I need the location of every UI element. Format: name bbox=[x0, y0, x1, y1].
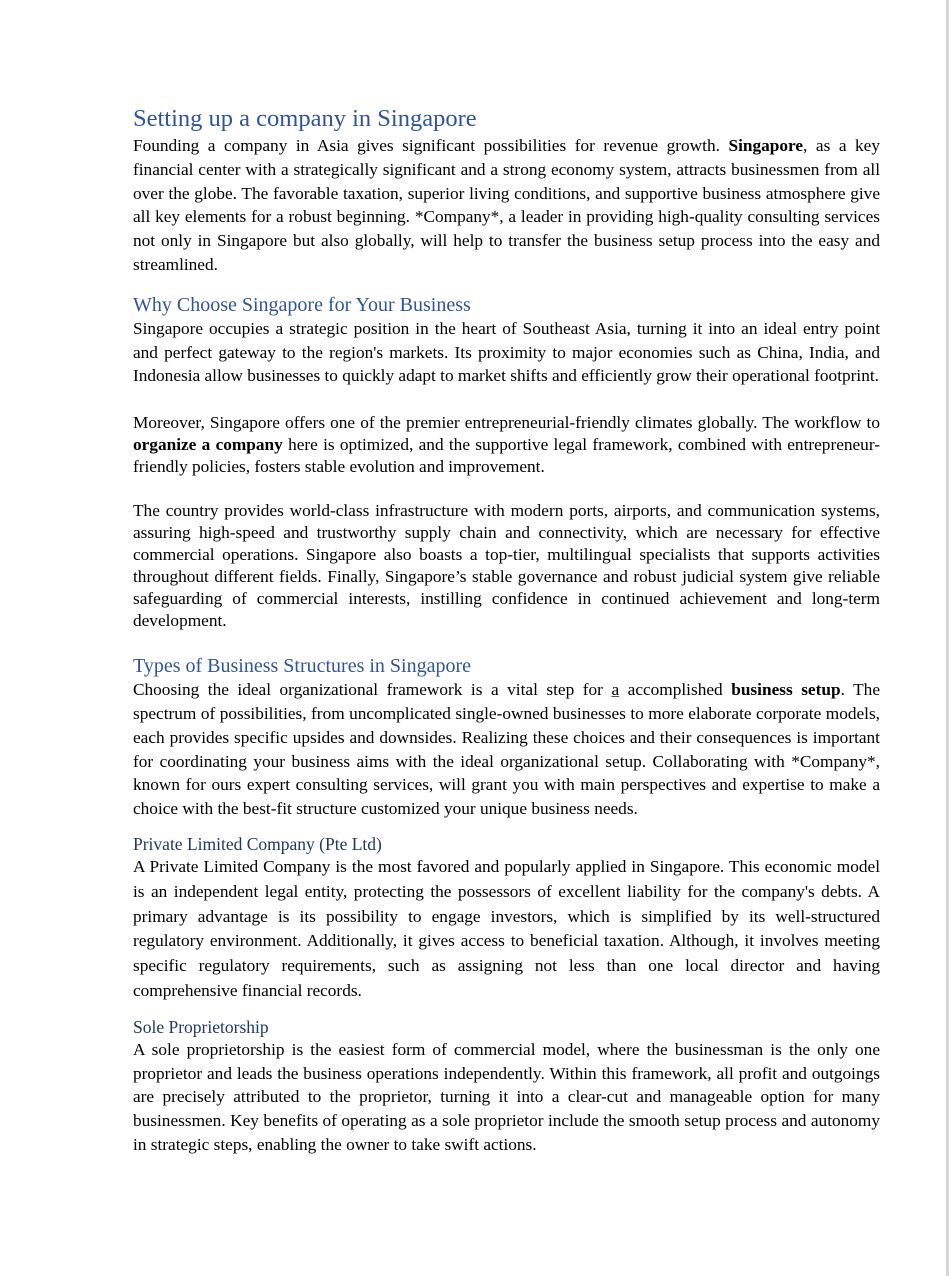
intro-paragraph bbox=[133, 134, 880, 277]
types-text-c: accomplished bbox=[619, 680, 732, 700]
why-p2-text-a: Moreover, Singapore offers one of the premier entrepreneurial-friendly climates globally. The workflow to bbox=[133, 413, 880, 433]
why-paragraph-3: The country provides world-class infrastructure with modern ports, airports, and communication systems, assuring high-speed and trustworthy supply chain and connectivity, which are necessary for effective commercial operations. Singapore also boasts a top-tier, multilingual specialists that supports activities throughout different fields. Finally, Singapore’s stable governance and robust judicial system give reliable safeguarding of commercial interests, instilling confidence in continued achievement and long-term development. bbox=[133, 501, 880, 631]
intro-bold-singapore: Singapore bbox=[728, 136, 804, 155]
types-text-e: . The spectrum of possibilities, from uncomplicated single-owned businesses to more elaborate corporate models, each provides specific upsides and downsides. Realizing these choices and their consequences is important for coordinating your business aims with the ideal organizational setup. Collaborating with *Company*, known for ours expert consulting services, will grant you with main perspectives and expertise to make a choice with the best-fit structure customized your unique business needs. bbox=[133, 680, 880, 819]
sole-paragraph: A sole proprietorship is the easiest form of commercial model, where the businessman is the only one proprietor and leads the business operations independently. Within this framework, all profit and outgoings are precisely attributed to the proprietor, turning it into a clear-cut and manageable option for many businessmen. Key benefits of operating as a sole proprietor include the smooth setup process and autonomy in strategic steps, enabling the owner to take swift actions. bbox=[133, 1039, 880, 1154]
sole-heading: Sole Proprietorship bbox=[133, 1016, 269, 1037]
why-p2-text-c: here is optimized, and the supportive legal framework, combined with entrepreneur-friendly policies, fosters stable evolution and improvement. bbox=[133, 435, 880, 477]
pte-paragraph: A Private Limited Company is the most favored and popularly applied in Singapore. This economic model is an independent legal entity, protecting the possessors of excellent liability for the company's debts. A primary advantage is its possibility to engage investors, which is simplified by its well-structured regulatory environment. Additionally, it gives access to beneficial taxation. Although, it involves meeting specific regulatory requirements, such as assigning not less than one local director and having comprehensive financial records. bbox=[133, 856, 880, 1000]
types-paragraph bbox=[133, 678, 880, 821]
why-heading: Why Choose Singapore for Your Business bbox=[133, 293, 471, 316]
document-title: Setting up a company in Singapore bbox=[133, 105, 477, 132]
types-heading: Types of Business Structures in Singapore bbox=[133, 655, 472, 678]
intro-text-c: , as a key financial center with a strategically significant and a strong economy system, attracts businessmen from all over the globe. The favorable taxation, superior living conditions, and supportive business atmosphere give all key elements for a robust beginning. *Company*, a leader in providing high-quality consulting services not only in Singapore but also globally, will help to transfer the business setup process into the easy and streamlined. bbox=[133, 136, 880, 274]
why-p2-bold: organize a company bbox=[133, 435, 283, 455]
types-text-a: Choosing the ideal organizational framework is a vital step for bbox=[133, 680, 612, 700]
intro-text-a: Founding a company in Asia gives significant possibilities for revenue growth. bbox=[133, 136, 729, 155]
why-paragraph-1: Singapore occupies a strategic position in the heart of Southeast Asia, turning it into an ideal entry point and perfect gateway to the region's markets. Its proximity to major economies such as China, India, and Indonesia allow businesses to quickly adapt to market shifts and efficiently grow their operational footprint. bbox=[133, 318, 880, 386]
document-body bbox=[133, 104, 880, 1157]
why-paragraph-2 bbox=[133, 412, 880, 478]
types-underlined-a: a bbox=[611, 680, 620, 700]
types-bold-business-setup: business setup bbox=[731, 680, 841, 700]
pte-heading: Private Limited Company (Pte Ltd) bbox=[133, 833, 382, 854]
